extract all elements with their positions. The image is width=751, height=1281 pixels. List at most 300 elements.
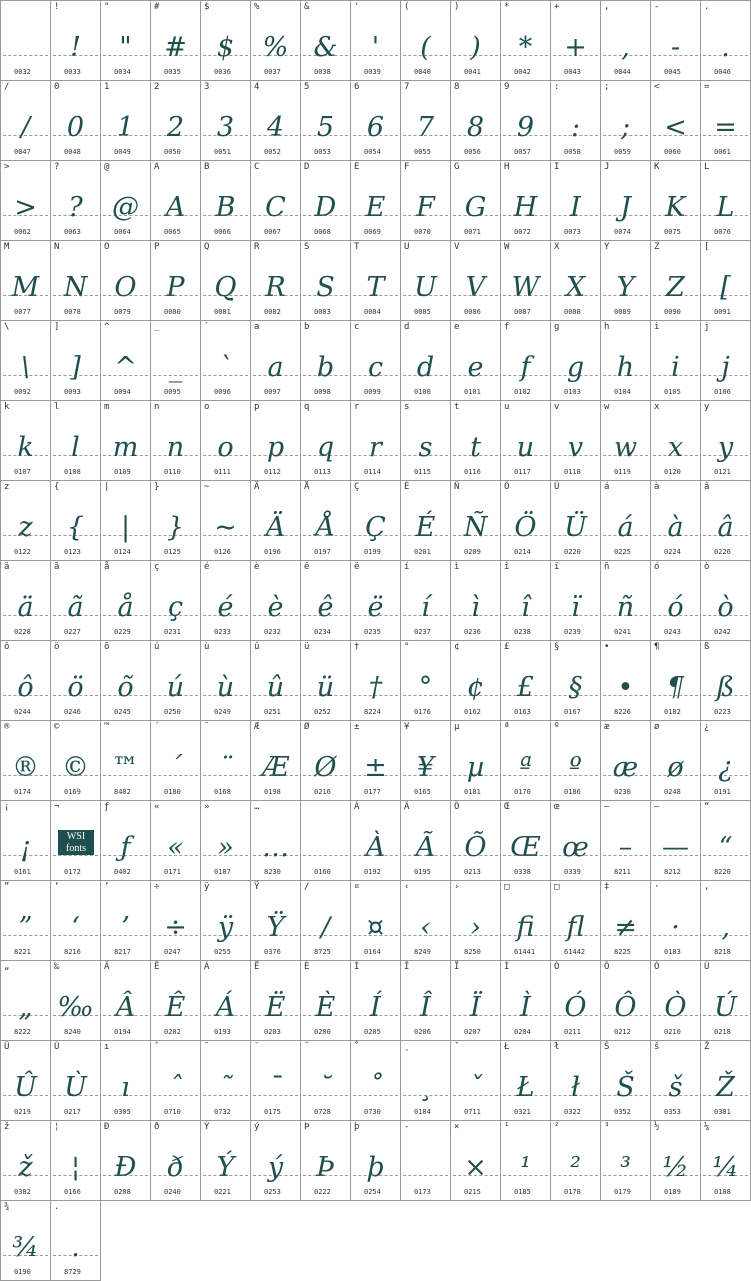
glyph-cell (250, 160, 301, 241)
glyph-code: 0245 (114, 708, 131, 716)
glyph-code: 0040 (414, 68, 431, 76)
glyph-cell (550, 0, 601, 81)
glyph-code: 0054 (364, 148, 381, 156)
glyph-cell (0, 240, 51, 321)
glyph-code: 0217 (64, 1108, 81, 1116)
glyph-label: S (304, 242, 310, 252)
glyph-code: 8250 (464, 948, 481, 956)
glyph-cell (650, 80, 701, 161)
glyph-code: 0085 (414, 308, 431, 316)
glyph-cell (50, 720, 101, 801)
glyph-label: O (104, 242, 110, 252)
glyph-label: Ò (654, 962, 660, 972)
glyph-label: ‘ (54, 882, 60, 892)
glyph-sample: % (262, 32, 289, 63)
glyph-cell (50, 1120, 101, 1201)
glyph-cell (400, 640, 451, 721)
glyph-sample: r (369, 432, 382, 463)
glyph-sample: _ (168, 352, 183, 383)
glyph-label: $ (204, 2, 210, 12)
glyph-sample: b (316, 352, 335, 383)
glyph-cell (300, 640, 351, 721)
glyph-sample: Å (315, 512, 336, 543)
glyph-cell (350, 880, 401, 961)
glyph-sample: W (511, 272, 540, 303)
glyph-code: 0160 (314, 868, 331, 876)
glyph-cell (150, 1040, 201, 1121)
glyph-cell (150, 560, 201, 641)
glyph-sample: | (120, 512, 131, 543)
glyph-label: õ (104, 642, 110, 652)
glyph-cell (100, 1120, 151, 1201)
glyph-sample: Ž (716, 1072, 735, 1103)
glyph-label: Ô (604, 962, 610, 972)
glyph-code: 0250 (164, 708, 181, 716)
glyph-label: å (104, 562, 110, 572)
glyph-sample: [ (720, 272, 731, 303)
glyph-label: E (354, 162, 360, 172)
glyph-sample: Y (616, 272, 635, 303)
glyph-code: 0089 (614, 308, 631, 316)
glyph-cell (350, 1120, 401, 1201)
glyph-code: 61442 (564, 948, 586, 956)
glyph-label: | (104, 482, 110, 492)
glyph-label: ¹ (504, 1122, 510, 1132)
glyph-cell (150, 800, 201, 881)
glyph-cell (350, 240, 401, 321)
glyph-sample: ł (571, 1072, 580, 1103)
glyph-label: V (454, 242, 460, 252)
glyph-cell (0, 80, 51, 161)
glyph-cell (50, 480, 101, 561)
glyph-sample: g (566, 352, 585, 383)
glyph-sample: × (464, 1152, 487, 1183)
glyph-cell (150, 640, 201, 721)
glyph-cell (550, 160, 601, 241)
glyph-label: □ (554, 882, 560, 892)
glyph-code: 0212 (614, 1028, 631, 1036)
glyph-label: Â (104, 962, 110, 972)
glyph-sample: o (217, 432, 234, 463)
glyph-code: 0190 (14, 1268, 31, 1276)
glyph-label: ç (154, 562, 160, 572)
glyph-sample: ‹ (420, 912, 431, 943)
glyph-cell (250, 1120, 301, 1201)
glyph-sample: @ (112, 192, 139, 223)
glyph-code: 0241 (614, 628, 631, 636)
glyph-sample: û (266, 672, 285, 703)
glyph-label: Ù (54, 1042, 60, 1052)
glyph-label: ] (54, 322, 60, 332)
glyph-cell (450, 240, 501, 321)
glyph-code: 0124 (114, 548, 131, 556)
glyph-sample: Q (214, 272, 237, 303)
glyph-cell (500, 320, 551, 401)
glyph-code: 0080 (164, 308, 181, 316)
glyph-label: — (654, 802, 660, 812)
glyph-code: 0242 (714, 628, 731, 636)
glyph-label: ý (254, 1122, 260, 1132)
glyph-label: t (454, 402, 460, 412)
glyph-code: 0252 (314, 708, 331, 716)
glyph-cell (550, 720, 601, 801)
glyph-code: 0100 (414, 388, 431, 396)
glyph-code: 0235 (364, 628, 381, 636)
glyph-code: 0732 (214, 1108, 231, 1116)
glyph-sample: · (671, 912, 680, 943)
glyph-label: # (154, 2, 160, 12)
glyph-sample: ˜ (218, 1072, 233, 1103)
glyph-cell (650, 720, 701, 801)
glyph-sample: ä (17, 592, 34, 623)
glyph-label: } (154, 482, 160, 492)
glyph-cell (100, 960, 151, 1041)
glyph-code: 0106 (714, 388, 731, 396)
glyph-cell (400, 960, 451, 1041)
glyph-code: 0033 (64, 68, 81, 76)
glyph-sample: Š (616, 1072, 635, 1103)
glyph-code: 0096 (214, 388, 231, 396)
glyph-label: g (554, 322, 560, 332)
glyph-sample: ž (18, 1152, 33, 1183)
glyph-cell (300, 80, 351, 161)
glyph-sample: 6 (366, 112, 385, 143)
glyph-code: 0192 (364, 868, 381, 876)
glyph-label: Q (204, 242, 210, 252)
glyph-sample: È (315, 992, 336, 1023)
glyph-code: 0187 (214, 868, 231, 876)
glyph-cell (100, 160, 151, 241)
glyph-sample: fi (516, 912, 535, 943)
glyph-code: 0180 (164, 788, 181, 796)
glyph-label: r (354, 402, 360, 412)
glyph-sample: Ä (265, 512, 286, 543)
glyph-cell (0, 160, 51, 241)
glyph-label: Ã (404, 802, 410, 812)
glyph-code: 0062 (14, 228, 31, 236)
glyph-cell (600, 160, 651, 241)
glyph-label: Å (304, 482, 310, 492)
glyph-code: 0247 (164, 948, 181, 956)
glyph-code: 0185 (514, 1188, 531, 1196)
glyph-sample: 8 (466, 112, 485, 143)
glyph-sample: þ (366, 1152, 385, 1183)
glyph-code: 0214 (514, 548, 531, 556)
glyph-cell (450, 960, 501, 1041)
glyph-cell (500, 720, 551, 801)
glyph-cell (700, 1120, 751, 1201)
glyph-sample: ¨ (218, 752, 233, 783)
glyph-code: 61441 (514, 948, 536, 956)
glyph-cell (500, 0, 551, 81)
glyph-cell (700, 80, 751, 161)
glyph-cell (500, 880, 551, 961)
glyph-sample: / (20, 112, 31, 143)
glyph-code: 0122 (14, 548, 31, 556)
glyph-sample: ã (67, 592, 84, 623)
glyph-code: 0065 (164, 228, 181, 236)
glyph-sample: ˆ (168, 1072, 183, 1103)
glyph-cell (450, 80, 501, 161)
glyph-label: ÿ (204, 882, 210, 892)
glyph-label: Á (204, 962, 210, 972)
glyph-cell (150, 320, 201, 401)
glyph-sample: ß (716, 672, 735, 703)
glyph-code: 0072 (514, 228, 531, 236)
glyph-cell (400, 1120, 451, 1201)
glyph-code: 0063 (64, 228, 81, 236)
glyph-sample: \ (20, 352, 31, 383)
glyph-code: 0125 (164, 548, 181, 556)
glyph-label: ÷ (154, 882, 160, 892)
glyph-label: , (604, 2, 610, 12)
glyph-sample: Ü (564, 512, 587, 543)
glyph-cell (50, 320, 101, 401)
glyph-cell (100, 480, 151, 561)
glyph-code: 0197 (314, 548, 331, 556)
glyph-label: . (54, 1202, 60, 1212)
glyph-sample: x (667, 432, 684, 463)
glyph-label: Ü (554, 482, 560, 492)
glyph-sample: ø (667, 752, 684, 783)
glyph-cell (200, 240, 251, 321)
glyph-sample: … (262, 832, 289, 863)
glyph-code: 0121 (714, 468, 731, 476)
glyph-code: 0206 (414, 1028, 431, 1036)
glyph-code: 0218 (714, 1028, 731, 1036)
glyph-cell (250, 720, 301, 801)
glyph-label: ˆ (154, 1042, 160, 1052)
glyph-code: 0173 (414, 1188, 431, 1196)
glyph-label: › (454, 882, 460, 892)
glyph-label: 0 (54, 82, 60, 92)
glyph-cell (600, 80, 651, 161)
glyph-label: s (404, 402, 410, 412)
glyph-label: û (254, 642, 260, 652)
glyph-code: 0087 (514, 308, 531, 316)
glyph-code: 0200 (314, 1028, 331, 1036)
glyph-cell (250, 240, 301, 321)
glyph-cell (300, 1120, 351, 1201)
glyph-label: Û (4, 1042, 10, 1052)
glyph-sample: ì (471, 592, 480, 623)
glyph-cell (700, 240, 751, 321)
glyph-label: Í (354, 962, 360, 972)
glyph-cell (400, 0, 451, 81)
glyph-code: 0238 (514, 628, 531, 636)
glyph-label: £ (504, 642, 510, 652)
glyph-code: 0193 (214, 1028, 231, 1036)
glyph-sample: , (621, 32, 630, 63)
glyph-label: i (654, 322, 660, 332)
glyph-cell (550, 960, 601, 1041)
glyph-sample: ¥ (416, 752, 435, 783)
glyph-cell (500, 1120, 551, 1201)
glyph-code: 0047 (14, 148, 31, 156)
glyph-sample: ü (316, 672, 335, 703)
glyph-code: 0082 (264, 308, 281, 316)
glyph-sample: › (470, 912, 481, 943)
glyph-sample: ( (420, 32, 431, 63)
glyph-sample: Đ (114, 1152, 137, 1183)
glyph-sample: ‚ (721, 912, 730, 943)
glyph-code: 0222 (314, 1188, 331, 1196)
glyph-code: 0095 (164, 388, 181, 396)
glyph-cell (450, 0, 501, 81)
glyph-cell (300, 880, 351, 961)
glyph-code: 0045 (664, 68, 681, 76)
glyph-sample: A (165, 192, 186, 223)
glyph-label: T (354, 242, 360, 252)
glyph-sample: ≠ (614, 912, 637, 943)
glyph-label: ( (404, 2, 410, 12)
glyph-code: 0032 (14, 68, 31, 76)
glyph-sample: c (367, 352, 384, 383)
glyph-cell (300, 720, 351, 801)
glyph-label: Ì (504, 962, 510, 972)
glyph-sample: Ç (365, 512, 386, 543)
glyph-label: 1 (104, 82, 110, 92)
glyph-code: 0104 (614, 388, 631, 396)
glyph-label: ì (454, 562, 460, 572)
glyph-cell (150, 80, 201, 161)
glyph-code: 0084 (364, 308, 381, 316)
glyph-cell (550, 400, 601, 481)
glyph-label: u (504, 402, 510, 412)
glyph-sample: Ã (415, 832, 436, 863)
glyph-label: ; (604, 82, 610, 92)
glyph-code: 0207 (464, 1028, 481, 1036)
glyph-code: 0711 (464, 1108, 481, 1116)
glyph-cell (500, 480, 551, 561)
glyph-sample: u (516, 432, 535, 463)
glyph-label: ∕ (304, 882, 310, 892)
glyph-cell (650, 800, 701, 881)
glyph-cell (350, 960, 401, 1041)
glyph-label: ê (304, 562, 310, 572)
glyph-cell (500, 80, 551, 161)
glyph-cell (400, 720, 451, 801)
glyph-sample: ÷ (164, 912, 187, 943)
glyph-label: 6 (354, 82, 360, 92)
glyph-cell (0, 480, 51, 561)
glyph-code: 0246 (64, 708, 81, 716)
glyph-sample: N (63, 272, 88, 303)
glyph-label: * (504, 2, 510, 12)
glyph-cell (100, 640, 151, 721)
glyph-sample: Ú (714, 992, 737, 1023)
glyph-code: 0037 (264, 68, 281, 76)
glyph-code: 0255 (214, 948, 231, 956)
glyph-code: 0225 (614, 548, 631, 556)
glyph-cell (650, 400, 701, 481)
glyph-label: W (504, 242, 510, 252)
glyph-label: µ (454, 722, 460, 732)
glyph-cell (350, 640, 401, 721)
glyph-code: 0730 (364, 1108, 381, 1116)
glyph-sample: ] (70, 352, 81, 383)
glyph-sample: Ï (470, 992, 481, 1023)
glyph-cell (500, 160, 551, 241)
glyph-sample: Ø (314, 752, 337, 783)
glyph-label: © (54, 722, 60, 732)
glyph-cell (550, 240, 601, 321)
glyph-cell (350, 720, 401, 801)
glyph-code: 8218 (714, 948, 731, 956)
glyph-cell (50, 0, 101, 81)
glyph-cell (0, 1200, 51, 1281)
glyph-cell (450, 1040, 501, 1121)
glyph-code: 0078 (64, 308, 81, 316)
glyph-cell (200, 0, 251, 81)
glyph-sample: d (416, 352, 435, 383)
glyph-cell (600, 480, 651, 561)
glyph-sample: T (366, 272, 385, 303)
glyph-label: [ (704, 242, 710, 252)
glyph-code: 0102 (514, 388, 531, 396)
glyph-label: . (704, 2, 710, 12)
glyph-code: 0161 (14, 868, 31, 876)
glyph-code: 0077 (14, 308, 31, 316)
glyph-sample: + (564, 32, 587, 63)
glyph-label: ! (54, 2, 60, 12)
glyph-cell (300, 400, 351, 481)
glyph-code: 8729 (64, 1268, 81, 1276)
glyph-code: 0057 (514, 148, 531, 156)
glyph-label: = (704, 82, 710, 92)
glyph-code: 0171 (164, 868, 181, 876)
glyph-sample: £ (516, 672, 535, 703)
glyph-code: 0097 (264, 388, 281, 396)
glyph-code: 0039 (364, 68, 381, 76)
glyph-label: ^ (104, 322, 110, 332)
glyph-cell (100, 560, 151, 641)
glyph-code: 0220 (564, 548, 581, 556)
glyph-cell (0, 560, 51, 641)
glyph-sample: & (313, 32, 338, 63)
glyph-sample: ˚ (368, 1072, 383, 1103)
glyph-cell (300, 560, 351, 641)
glyph-cell (200, 160, 251, 241)
glyph-cell (200, 320, 251, 401)
glyph-code: 0199 (364, 548, 381, 556)
glyph-sample: â (717, 512, 734, 543)
glyph-sample: t (470, 432, 481, 463)
glyph-sample: 5 (316, 112, 335, 143)
glyph-label: 2 (154, 82, 160, 92)
glyph-sample: ´ (168, 752, 183, 783)
glyph-cell (300, 160, 351, 241)
glyph-sample: © (62, 752, 89, 783)
glyph-code: 0216 (314, 788, 331, 796)
glyph-label: _ (154, 322, 160, 332)
glyph-sample: • (617, 672, 634, 703)
glyph-cell (600, 560, 651, 641)
glyph-cell (550, 800, 601, 881)
glyph-code: 0167 (564, 708, 581, 716)
glyph-sample: < (664, 112, 687, 143)
glyph-cell (300, 0, 351, 81)
glyph-code: 0070 (414, 228, 431, 236)
glyph-cell (450, 720, 501, 801)
glyph-label: ë (354, 562, 360, 572)
glyph-label: ¤ (354, 882, 360, 892)
glyph-code: 0233 (214, 628, 231, 636)
glyph-label: Ç (354, 482, 360, 492)
glyph-cell (150, 960, 201, 1041)
glyph-cell (350, 560, 401, 641)
glyph-sample: — (662, 832, 689, 863)
